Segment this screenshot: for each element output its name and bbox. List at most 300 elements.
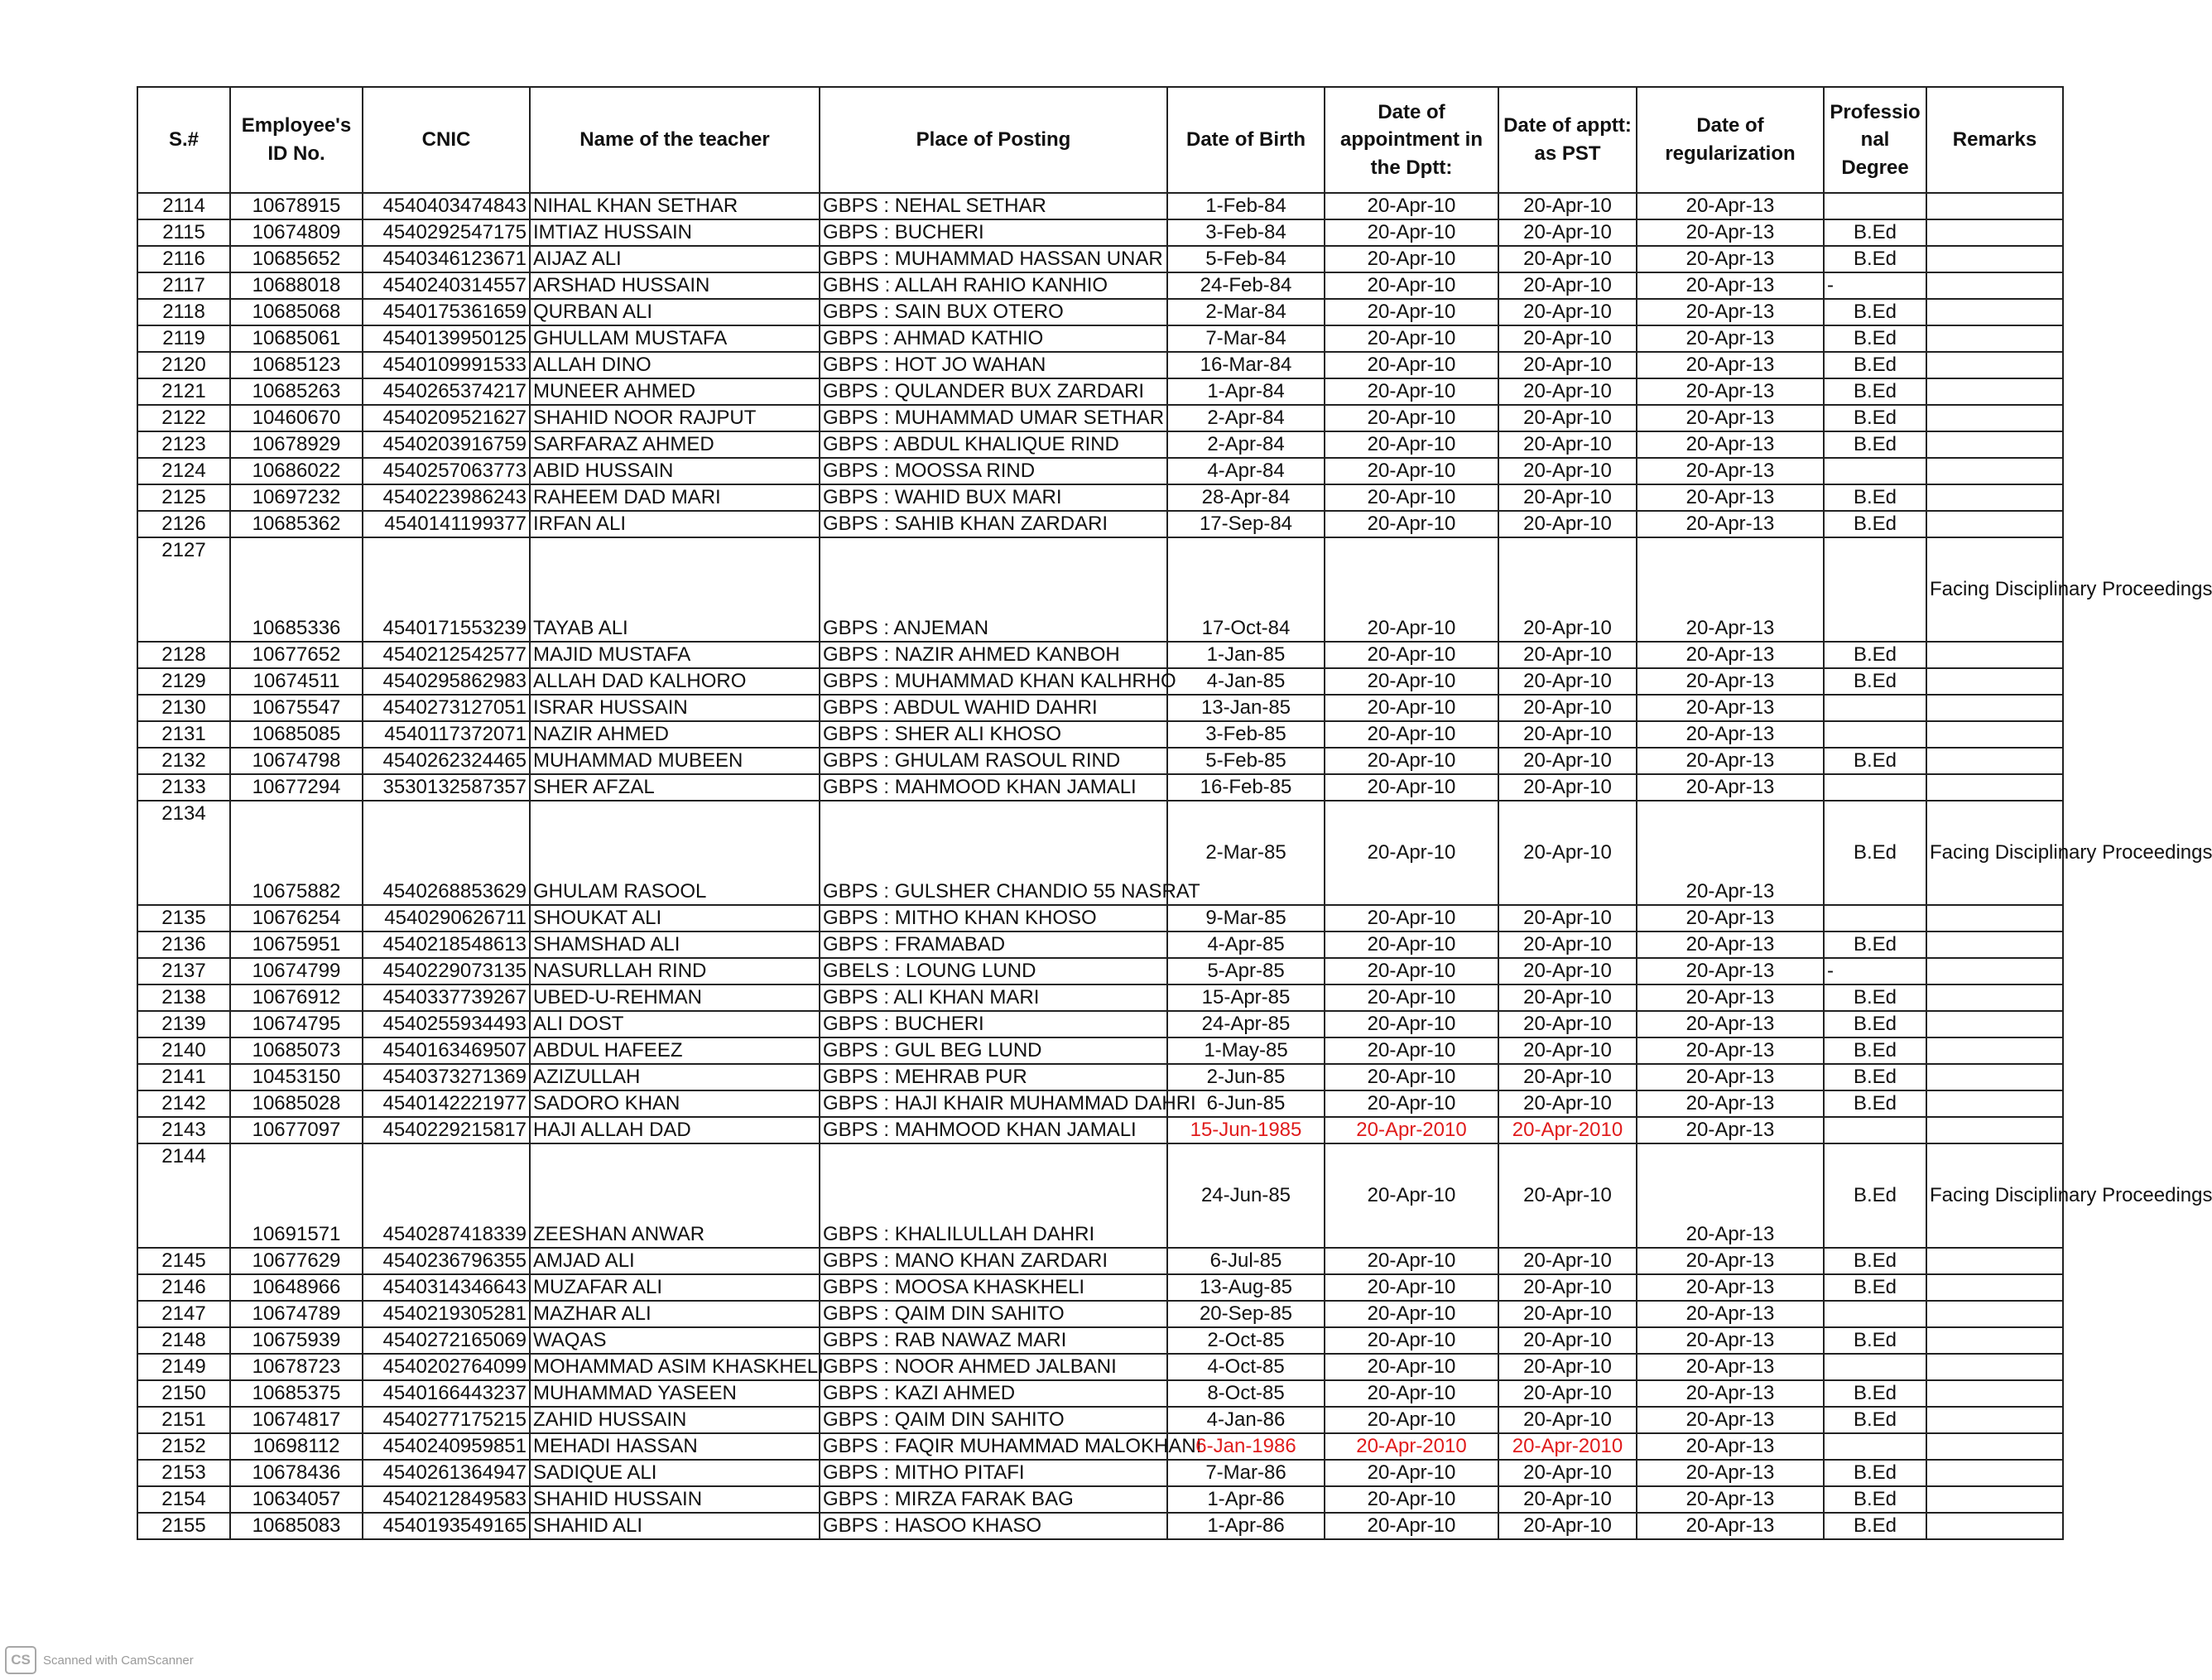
watermark-text: Scanned with CamScanner: [43, 1653, 194, 1668]
table-row: [137, 642, 2063, 668]
cell-date-appt-pst: 20-Apr-10: [1498, 458, 1637, 484]
cell-date-regularization: 20-Apr-13: [1637, 458, 1824, 484]
cell-employee-id: 10685061: [230, 325, 363, 352]
cell-employee-id: 10686022: [230, 458, 363, 484]
cell-cnic: 4540212542577: [363, 642, 530, 668]
cell-employee-id: 10685362: [230, 511, 363, 537]
cell-employee-id: 10678723: [230, 1354, 363, 1380]
cell-professional-degree: B.Ed: [1824, 378, 1926, 405]
cell-remarks: [1926, 984, 2063, 1011]
cell-sno: 2138: [137, 984, 230, 1011]
cell-employee-id: 10676254: [230, 905, 363, 931]
cell-date-appt-pst: 20-Apr-10: [1498, 1274, 1637, 1301]
cell-remarks: [1926, 668, 2063, 695]
cell-professional-degree: [1824, 537, 1926, 642]
cell-teacher-name: NASURLLAH RIND: [530, 958, 820, 984]
cell-place-of-posting: GBPS : KAZI AHMED: [820, 1380, 1167, 1407]
cell-date-appt-pst: 20-Apr-10: [1498, 1486, 1637, 1513]
table-row: [137, 1143, 2063, 1248]
cell-professional-degree: B.Ed: [1824, 1248, 1926, 1274]
table-row: [137, 1486, 2063, 1513]
cell-sno: 2139: [137, 1011, 230, 1037]
table-row: [137, 695, 2063, 721]
cell-teacher-name: RAHEEM DAD MARI: [530, 484, 820, 511]
cell-date-appt-pst: 20-Apr-10: [1498, 193, 1637, 219]
cell-date-of-birth: 16-Mar-84: [1167, 352, 1325, 378]
cell-sno: 2141: [137, 1064, 230, 1090]
cell-professional-degree: B.Ed: [1824, 511, 1926, 537]
cell-date-appt-pst: 20-Apr-10: [1498, 1143, 1637, 1248]
cell-place-of-posting: GBPS : NEHAL SETHAR: [820, 193, 1167, 219]
table-row: [137, 246, 2063, 272]
cell-teacher-name: IRFAN ALI: [530, 511, 820, 537]
cell-cnic: 4540139950125: [363, 325, 530, 352]
cell-employee-id: 10685336: [230, 537, 363, 642]
cell-remarks: [1926, 1301, 2063, 1327]
cell-date-of-birth: 1-Jan-85: [1167, 642, 1325, 668]
cell-date-of-birth: 4-Jan-85: [1167, 668, 1325, 695]
cell-date-of-birth: 2-Jun-85: [1167, 1064, 1325, 1090]
table-row: [137, 325, 2063, 352]
cell-date-of-appointment: 20-Apr-10: [1325, 695, 1498, 721]
cell-place-of-posting: GBPS : GULSHER CHANDIO 55 NASRAT: [820, 801, 1167, 905]
cell-sno: 2154: [137, 1486, 230, 1513]
cell-remarks: Facing Disciplinary Proceedings: [1926, 1143, 2063, 1248]
cell-employee-id: 10634057: [230, 1486, 363, 1513]
cell-date-of-appointment: 20-Apr-2010: [1325, 1117, 1498, 1143]
cell-date-of-appointment: 20-Apr-10: [1325, 801, 1498, 905]
cell-sno: 2129: [137, 668, 230, 695]
cell-date-of-birth: 15-Apr-85: [1167, 984, 1325, 1011]
table-row: [137, 801, 2063, 905]
cell-remarks: [1926, 774, 2063, 801]
table-row: [137, 1248, 2063, 1274]
cell-place-of-posting: GBPS : QAIM DIN SAHITO: [820, 1301, 1167, 1327]
cell-date-regularization: 20-Apr-13: [1637, 931, 1824, 958]
cell-teacher-name: MEHADI HASSAN: [530, 1433, 820, 1460]
cell-remarks: [1926, 1090, 2063, 1117]
cell-place-of-posting: GBPS : MUHAMMAD HASSAN UNAR: [820, 246, 1167, 272]
cell-teacher-name: NIHAL KHAN SETHAR: [530, 193, 820, 219]
cell-teacher-name: QURBAN ALI: [530, 299, 820, 325]
cell-date-appt-pst: 20-Apr-10: [1498, 325, 1637, 352]
table-row: [137, 1380, 2063, 1407]
header-date-of-appointment: Date of appointment in the Dptt:: [1325, 87, 1498, 193]
cell-date-appt-pst: 20-Apr-2010: [1498, 1117, 1637, 1143]
cell-sno: 2149: [137, 1354, 230, 1380]
cell-date-regularization: 20-Apr-13: [1637, 1011, 1824, 1037]
cell-date-of-appointment: 20-Apr-10: [1325, 1248, 1498, 1274]
cell-date-of-birth: 28-Apr-84: [1167, 484, 1325, 511]
table-row: [137, 1513, 2063, 1539]
cell-date-appt-pst: 20-Apr-10: [1498, 1380, 1637, 1407]
cell-date-regularization: 20-Apr-13: [1637, 1248, 1824, 1274]
cell-date-of-appointment: 20-Apr-2010: [1325, 1433, 1498, 1460]
cell-date-of-appointment: 20-Apr-10: [1325, 1090, 1498, 1117]
cell-remarks: [1926, 1433, 2063, 1460]
cell-employee-id: 10674799: [230, 958, 363, 984]
cell-professional-degree: B.Ed: [1824, 405, 1926, 431]
cell-remarks: [1926, 352, 2063, 378]
cell-teacher-name: ABDUL HAFEEZ: [530, 1037, 820, 1064]
cell-professional-degree: [1824, 695, 1926, 721]
cell-employee-id: 10685263: [230, 378, 363, 405]
cell-employee-id: 10685652: [230, 246, 363, 272]
cell-date-appt-pst: 20-Apr-10: [1498, 299, 1637, 325]
cell-teacher-name: TAYAB ALI: [530, 537, 820, 642]
cell-date-of-birth: 6-Jul-85: [1167, 1248, 1325, 1274]
cell-date-appt-pst: 20-Apr-10: [1498, 1090, 1637, 1117]
cell-date-of-appointment: 20-Apr-10: [1325, 219, 1498, 246]
cell-employee-id: 10685073: [230, 1037, 363, 1064]
cell-date-of-birth: 4-Jan-86: [1167, 1407, 1325, 1433]
cell-date-regularization: 20-Apr-13: [1637, 774, 1824, 801]
table-row: [137, 721, 2063, 748]
cell-cnic: 4540229215817: [363, 1117, 530, 1143]
cell-employee-id: 10676912: [230, 984, 363, 1011]
cell-teacher-name: MAZHAR ALI: [530, 1301, 820, 1327]
cell-sno: 2118: [137, 299, 230, 325]
cell-professional-degree: B.Ed: [1824, 484, 1926, 511]
cell-cnic: 4540295862983: [363, 668, 530, 695]
cell-employee-id: 10648966: [230, 1274, 363, 1301]
cell-teacher-name: MUHAMMAD MUBEEN: [530, 748, 820, 774]
cell-employee-id: 10675951: [230, 931, 363, 958]
header-cnic: CNIC: [363, 87, 530, 193]
cell-date-of-birth: 13-Jan-85: [1167, 695, 1325, 721]
cell-remarks: [1926, 272, 2063, 299]
cell-sno: 2116: [137, 246, 230, 272]
cell-teacher-name: ABID HUSSAIN: [530, 458, 820, 484]
cell-date-of-appointment: 20-Apr-10: [1325, 1301, 1498, 1327]
cell-cnic: 4540268853629: [363, 801, 530, 905]
table-row: [137, 1460, 2063, 1486]
cell-professional-degree: B.Ed: [1824, 1460, 1926, 1486]
cell-date-appt-pst: 20-Apr-10: [1498, 272, 1637, 299]
cell-employee-id: 10674511: [230, 668, 363, 695]
header-teacher-name: Name of the teacher: [530, 87, 820, 193]
cell-teacher-name: SADIQUE ALI: [530, 1460, 820, 1486]
cell-professional-degree: [1824, 193, 1926, 219]
cell-date-of-appointment: 20-Apr-10: [1325, 431, 1498, 458]
cell-date-regularization: 20-Apr-13: [1637, 246, 1824, 272]
cell-date-appt-pst: 20-Apr-10: [1498, 1407, 1637, 1433]
cell-cnic: 4540117372071: [363, 721, 530, 748]
cell-place-of-posting: GBPS : QULANDER BUX ZARDARI: [820, 378, 1167, 405]
cell-employee-id: 10674817: [230, 1407, 363, 1433]
cell-date-of-appointment: 20-Apr-10: [1325, 1037, 1498, 1064]
cell-date-of-appointment: 20-Apr-10: [1325, 748, 1498, 774]
cell-remarks: [1926, 1248, 2063, 1274]
cell-date-regularization: 20-Apr-13: [1637, 1513, 1824, 1539]
cell-cnic: 3530132587357: [363, 774, 530, 801]
cell-remarks: [1926, 931, 2063, 958]
cell-date-appt-pst: 20-Apr-10: [1498, 748, 1637, 774]
cell-remarks: [1926, 1354, 2063, 1380]
cell-professional-degree: B.Ed: [1824, 246, 1926, 272]
cell-employee-id: 10685028: [230, 1090, 363, 1117]
cell-professional-degree: -: [1824, 272, 1926, 299]
cell-date-of-appointment: 20-Apr-10: [1325, 642, 1498, 668]
cell-teacher-name: AMJAD ALI: [530, 1248, 820, 1274]
cell-date-of-birth: 20-Sep-85: [1167, 1301, 1325, 1327]
table-row: [137, 299, 2063, 325]
cell-date-regularization: 20-Apr-13: [1637, 1037, 1824, 1064]
cell-date-regularization: 20-Apr-13: [1637, 299, 1824, 325]
cell-date-of-appointment: 20-Apr-10: [1325, 774, 1498, 801]
cell-professional-degree: [1824, 905, 1926, 931]
cell-professional-degree: B.Ed: [1824, 1090, 1926, 1117]
cell-employee-id: 10678436: [230, 1460, 363, 1486]
cell-teacher-name: NAZIR AHMED: [530, 721, 820, 748]
cell-date-appt-pst: 20-Apr-10: [1498, 219, 1637, 246]
cell-employee-id: 10675939: [230, 1327, 363, 1354]
cell-sno: 2126: [137, 511, 230, 537]
cell-sno: 2133: [137, 774, 230, 801]
cell-remarks: [1926, 219, 2063, 246]
cell-cnic: 4540373271369: [363, 1064, 530, 1090]
cell-date-of-appointment: 20-Apr-10: [1325, 1274, 1498, 1301]
cell-date-of-birth: 5-Apr-85: [1167, 958, 1325, 984]
cell-remarks: [1926, 1407, 2063, 1433]
cell-date-of-appointment: 20-Apr-10: [1325, 1064, 1498, 1090]
cell-date-of-birth: 1-Apr-86: [1167, 1513, 1325, 1539]
cell-cnic: 4540166443237: [363, 1380, 530, 1407]
cell-date-appt-pst: 20-Apr-10: [1498, 1354, 1637, 1380]
cell-employee-id: 10691571: [230, 1143, 363, 1248]
cell-employee-id: 10678915: [230, 193, 363, 219]
header-date-of-birth: Date of Birth: [1167, 87, 1325, 193]
cell-employee-id: 10674795: [230, 1011, 363, 1037]
cell-date-of-appointment: 20-Apr-10: [1325, 668, 1498, 695]
header-employee-id: Employee's ID No.: [230, 87, 363, 193]
cell-remarks: [1926, 193, 2063, 219]
cell-place-of-posting: GBHS : ALLAH RAHIO KANHIO: [820, 272, 1167, 299]
cell-teacher-name: UBED-U-REHMAN: [530, 984, 820, 1011]
cell-remarks: [1926, 325, 2063, 352]
cell-date-appt-pst: 20-Apr-2010: [1498, 1433, 1637, 1460]
cell-professional-degree: B.Ed: [1824, 1380, 1926, 1407]
cell-date-regularization: 20-Apr-13: [1637, 1117, 1824, 1143]
cell-employee-id: 10675882: [230, 801, 363, 905]
cell-sno: 2124: [137, 458, 230, 484]
cell-remarks: [1926, 431, 2063, 458]
table-row: [137, 431, 2063, 458]
cell-place-of-posting: GBPS : GUL BEG LUND: [820, 1037, 1167, 1064]
cell-date-appt-pst: 20-Apr-10: [1498, 774, 1637, 801]
cell-date-of-birth: 13-Aug-85: [1167, 1274, 1325, 1301]
cell-professional-degree: B.Ed: [1824, 352, 1926, 378]
table-row: [137, 774, 2063, 801]
cell-date-appt-pst: 20-Apr-10: [1498, 1301, 1637, 1327]
cell-employee-id: 10685375: [230, 1380, 363, 1407]
header-sno: S.#: [137, 87, 230, 193]
cell-place-of-posting: GBPS : MOOSA KHASKHELI: [820, 1274, 1167, 1301]
cell-date-appt-pst: 20-Apr-10: [1498, 405, 1637, 431]
cell-place-of-posting: GBPS : FRAMABAD: [820, 931, 1167, 958]
cell-cnic: 4540223986243: [363, 484, 530, 511]
table-row: [137, 1090, 2063, 1117]
cell-place-of-posting: GBPS : ABDUL KHALIQUE RIND: [820, 431, 1167, 458]
cell-date-of-appointment: 20-Apr-10: [1325, 193, 1498, 219]
cell-remarks: [1926, 299, 2063, 325]
table-row: [137, 378, 2063, 405]
cell-employee-id: 10685068: [230, 299, 363, 325]
cell-teacher-name: AZIZULLAH: [530, 1064, 820, 1090]
cell-place-of-posting: GBPS : ANJEMAN: [820, 537, 1167, 642]
cell-teacher-name: MUHAMMAD YASEEN: [530, 1380, 820, 1407]
cell-sno: 2150: [137, 1380, 230, 1407]
cell-employee-id: 10688018: [230, 272, 363, 299]
cell-date-regularization: 20-Apr-13: [1637, 1433, 1824, 1460]
cell-date-regularization: 20-Apr-13: [1637, 1090, 1824, 1117]
cell-place-of-posting: GBPS : MEHRAB PUR: [820, 1064, 1167, 1090]
cell-employee-id: 10685085: [230, 721, 363, 748]
cell-date-of-appointment: 20-Apr-10: [1325, 1327, 1498, 1354]
table-row: [137, 931, 2063, 958]
cell-professional-degree: B.Ed: [1824, 1407, 1926, 1433]
table-row: [137, 405, 2063, 431]
cell-remarks: [1926, 1327, 2063, 1354]
cell-place-of-posting: GBPS : NAZIR AHMED KANBOH: [820, 642, 1167, 668]
table-row: [137, 272, 2063, 299]
cell-teacher-name: ZAHID HUSSAIN: [530, 1407, 820, 1433]
cell-employee-id: 10677097: [230, 1117, 363, 1143]
cell-professional-degree: B.Ed: [1824, 1064, 1926, 1090]
cell-teacher-name: MUZAFAR ALI: [530, 1274, 820, 1301]
cell-employee-id: 10678929: [230, 431, 363, 458]
cell-sno: 2136: [137, 931, 230, 958]
cell-cnic: 4540287418339: [363, 1143, 530, 1248]
cell-date-of-birth: 2-Mar-84: [1167, 299, 1325, 325]
cell-professional-degree: B.Ed: [1824, 431, 1926, 458]
cell-employee-id: 10697232: [230, 484, 363, 511]
cell-date-regularization: 20-Apr-13: [1637, 378, 1824, 405]
cell-sno: 2151: [137, 1407, 230, 1433]
cell-date-of-birth: 1-May-85: [1167, 1037, 1325, 1064]
cell-teacher-name: WAQAS: [530, 1327, 820, 1354]
cell-teacher-name: ALLAH DINO: [530, 352, 820, 378]
cell-date-of-appointment: 20-Apr-10: [1325, 984, 1498, 1011]
cell-date-appt-pst: 20-Apr-10: [1498, 984, 1637, 1011]
cell-employee-id: 10677652: [230, 642, 363, 668]
cell-date-appt-pst: 20-Apr-10: [1498, 246, 1637, 272]
cell-date-appt-pst: 20-Apr-10: [1498, 484, 1637, 511]
cell-professional-degree: B.Ed: [1824, 1011, 1926, 1037]
camscanner-watermark: [5, 1646, 194, 1674]
cell-date-of-appointment: 20-Apr-10: [1325, 246, 1498, 272]
header-place-of-posting: Place of Posting: [820, 87, 1167, 193]
cell-employee-id: 10685123: [230, 352, 363, 378]
cell-date-of-birth: 24-Jun-85: [1167, 1143, 1325, 1248]
cell-date-regularization: 20-Apr-13: [1637, 905, 1824, 931]
cell-remarks: [1926, 958, 2063, 984]
header-remarks: Remarks: [1926, 87, 2063, 193]
cell-cnic: 4540202764099: [363, 1354, 530, 1380]
cell-cnic: 4540193549165: [363, 1513, 530, 1539]
cell-date-of-appointment: 20-Apr-10: [1325, 1460, 1498, 1486]
table-row: [137, 958, 2063, 984]
cell-remarks: [1926, 1037, 2063, 1064]
cell-sno: 2153: [137, 1460, 230, 1486]
cell-remarks: [1926, 246, 2063, 272]
cell-teacher-name: IMTIAZ HUSSAIN: [530, 219, 820, 246]
cell-date-appt-pst: 20-Apr-10: [1498, 1037, 1637, 1064]
cell-date-regularization: 20-Apr-13: [1637, 1460, 1824, 1486]
cell-date-appt-pst: 20-Apr-10: [1498, 431, 1637, 458]
cell-date-of-appointment: 20-Apr-10: [1325, 537, 1498, 642]
table-row: [137, 1117, 2063, 1143]
cell-remarks: [1926, 1460, 2063, 1486]
cell-place-of-posting: GBPS : MIRZA FARAK BAG: [820, 1486, 1167, 1513]
cell-remarks: [1926, 378, 2063, 405]
cell-cnic: 4540337739267: [363, 984, 530, 1011]
cell-date-of-appointment: 20-Apr-10: [1325, 1513, 1498, 1539]
cell-professional-degree: B.Ed: [1824, 1143, 1926, 1248]
cell-cnic: 4540240314557: [363, 272, 530, 299]
cell-professional-degree: [1824, 1354, 1926, 1380]
cell-employee-id: 10674798: [230, 748, 363, 774]
cell-employee-id: 10685083: [230, 1513, 363, 1539]
cell-date-of-birth: 1-Apr-86: [1167, 1486, 1325, 1513]
cell-date-of-birth: 2-Oct-85: [1167, 1327, 1325, 1354]
cell-place-of-posting: GBPS : MAHMOOD KHAN JAMALI: [820, 774, 1167, 801]
cell-date-of-appointment: 20-Apr-10: [1325, 1407, 1498, 1433]
cell-place-of-posting: GBPS : MUHAMMAD KHAN KALHRHO: [820, 668, 1167, 695]
cell-date-appt-pst: 20-Apr-10: [1498, 1513, 1637, 1539]
cell-teacher-name: AIJAZ ALI: [530, 246, 820, 272]
cell-professional-degree: [1824, 1433, 1926, 1460]
cell-place-of-posting: GBPS : MITHO PITAFI: [820, 1460, 1167, 1486]
cell-place-of-posting: GBPS : HAJI KHAIR MUHAMMAD DAHRI: [820, 1090, 1167, 1117]
cell-place-of-posting: GBELS : LOUNG LUND: [820, 958, 1167, 984]
cell-date-of-appointment: 20-Apr-10: [1325, 405, 1498, 431]
cell-date-of-birth: 1-Apr-84: [1167, 378, 1325, 405]
cell-remarks: [1926, 1486, 2063, 1513]
cell-date-regularization: 20-Apr-13: [1637, 1301, 1824, 1327]
cell-professional-degree: B.Ed: [1824, 325, 1926, 352]
cell-date-of-birth: 6-Jan-1986: [1167, 1433, 1325, 1460]
header-professional-degree: Professio nal Degree: [1824, 87, 1926, 193]
camscanner-logo-icon: CS: [5, 1646, 36, 1674]
cell-date-appt-pst: 20-Apr-10: [1498, 931, 1637, 958]
cell-sno: 2146: [137, 1274, 230, 1301]
cell-professional-degree: B.Ed: [1824, 801, 1926, 905]
cell-date-regularization: 20-Apr-13: [1637, 193, 1824, 219]
cell-sno: 2114: [137, 193, 230, 219]
cell-cnic: 4540219305281: [363, 1301, 530, 1327]
cell-cnic: 4540292547175: [363, 219, 530, 246]
table-row: [137, 1064, 2063, 1090]
cell-date-appt-pst: 20-Apr-10: [1498, 1011, 1637, 1037]
cell-sno: 2122: [137, 405, 230, 431]
cell-date-of-birth: 2-Apr-84: [1167, 431, 1325, 458]
cell-date-regularization: 20-Apr-13: [1637, 1486, 1824, 1513]
cell-place-of-posting: GBPS : AHMAD KATHIO: [820, 325, 1167, 352]
cell-cnic: 4540290626711: [363, 905, 530, 931]
cell-teacher-name: SADORO KHAN: [530, 1090, 820, 1117]
table-row: [137, 1433, 2063, 1460]
cell-remarks: Facing Disciplinary Proceedings: [1926, 537, 2063, 642]
cell-date-appt-pst: 20-Apr-10: [1498, 668, 1637, 695]
cell-cnic: 4540262324465: [363, 748, 530, 774]
table-row: [137, 1327, 2063, 1354]
cell-date-regularization: 20-Apr-13: [1637, 219, 1824, 246]
cell-date-of-birth: 16-Feb-85: [1167, 774, 1325, 801]
cell-teacher-name: ARSHAD HUSSAIN: [530, 272, 820, 299]
cell-teacher-name: ZEESHAN ANWAR: [530, 1143, 820, 1248]
cell-professional-degree: B.Ed: [1824, 1513, 1926, 1539]
